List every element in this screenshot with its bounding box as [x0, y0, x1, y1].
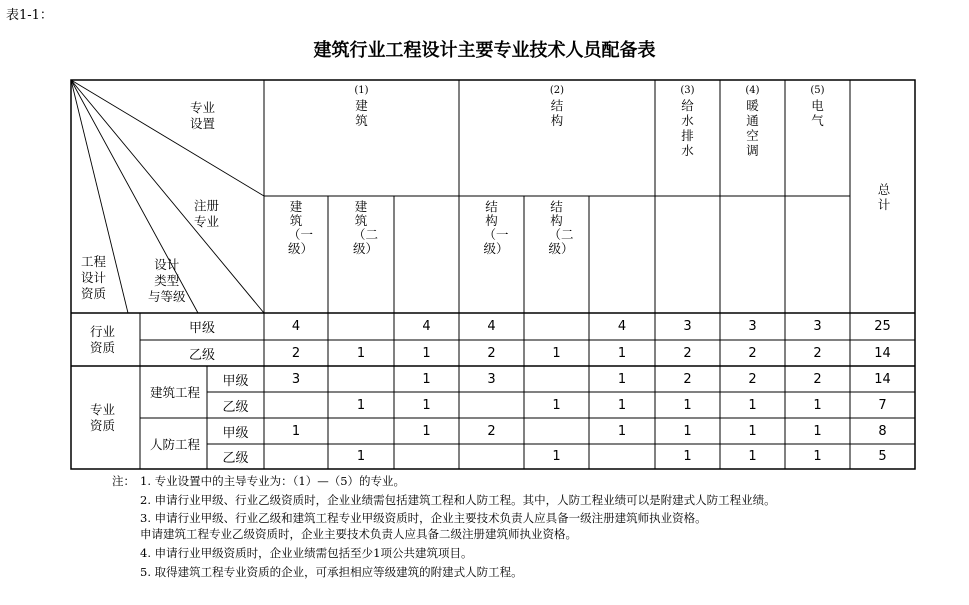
data-cell: 4: [487, 319, 496, 334]
data-cell: 1: [748, 397, 757, 413]
diag-design-type-label: 设计 类型 与等级: [148, 257, 186, 304]
building-engineering-label: 建筑工程: [150, 385, 201, 400]
notes-heading: 注：: [112, 474, 135, 488]
note-line: 5. 取得建筑工程专业资质的企业，可承担相应等级建筑的附建式人防工程。: [140, 565, 523, 579]
diag-registration-label: 注册 专业: [194, 198, 220, 229]
specialty-qualification-label: 专业 资质: [90, 402, 116, 433]
group-number: (1): [354, 85, 369, 96]
data-cell: [524, 418, 589, 444]
data-cell: 1: [552, 449, 561, 464]
data-cell: 2: [683, 345, 692, 361]
data-cell: 1: [813, 423, 822, 439]
data-cell: 1: [356, 449, 366, 464]
grade-yi-label: 乙级: [188, 347, 215, 363]
group-number: (2): [549, 85, 565, 96]
data-cell: [264, 392, 328, 418]
data-cell: 2: [683, 371, 692, 387]
grade-yi-label: 乙级: [222, 399, 249, 415]
group-name: 结构: [550, 98, 564, 128]
data-cell: 1: [552, 397, 561, 413]
data-cell: 1: [683, 423, 692, 439]
data-cell: 1: [422, 397, 431, 413]
total-cell: 7: [878, 397, 887, 413]
table-number: 表1-1：: [6, 8, 53, 23]
data-cell: 4: [291, 319, 301, 334]
data-cell: [328, 418, 394, 444]
note-line: 2. 申请行业甲级、行业乙级资质时，企业业绩需包括建筑工程和人防工程。其中，人防工程业绩可以是附建式人防工程业绩。: [140, 493, 776, 507]
total-cell: 14: [874, 371, 891, 387]
total-header: 总计: [877, 182, 891, 212]
sub-column-header: 建筑（一级）: [288, 199, 314, 256]
group-number: (5): [810, 85, 825, 96]
group-number: (4): [745, 85, 760, 96]
group-name: 暖通空调: [746, 98, 759, 158]
data-cell: 1: [356, 397, 366, 413]
sub-column-header: 结构（一级）: [483, 199, 509, 256]
data-cell: 4: [422, 319, 431, 334]
data-cell: 1: [356, 345, 366, 361]
data-cell: 1: [813, 449, 822, 464]
note-line: 申请建筑工程专业乙级资质时，企业主要技术负责人应具备二级注册建筑师执业资格。: [140, 527, 577, 541]
data-cell: 1: [617, 397, 627, 413]
data-cell: [394, 444, 459, 469]
group-name: 建筑: [355, 98, 368, 128]
diag-specialty-label: 专业 设置: [190, 100, 216, 131]
data-cell: 1: [422, 345, 431, 361]
data-cell: 2: [291, 345, 301, 361]
table-title: 建筑行业工程设计主要专业技术人员配备表: [313, 40, 656, 61]
data-cell: 4: [617, 319, 627, 334]
data-cell: 2: [487, 345, 496, 361]
data-cell: [328, 313, 394, 340]
data-cell: 1: [617, 423, 627, 439]
data-cell: 2: [748, 371, 757, 387]
sub-column-header: 结构（二级）: [548, 199, 574, 256]
data-cell: 1: [617, 371, 627, 387]
data-cell: [524, 366, 589, 392]
note-line: 1. 专业设置中的主导专业为：（1）—（5）的专业。: [140, 474, 406, 488]
grade-jia-label: 甲级: [222, 373, 249, 389]
data-cell: 3: [813, 319, 822, 334]
data-cell: 2: [487, 423, 496, 439]
notes-section: [112, 472, 776, 582]
data-cell: 1: [422, 371, 431, 387]
total-cell: 8: [878, 423, 887, 439]
data-cell: 3: [487, 371, 496, 387]
total-cell: 5: [878, 449, 887, 464]
data-cell: 2: [813, 345, 822, 361]
data-cell: 1: [683, 397, 692, 413]
data-cell: 3: [748, 319, 757, 334]
data-cell: [524, 313, 589, 340]
group-number: (3): [680, 85, 695, 96]
data-cell: 1: [552, 345, 561, 361]
data-cell: 1: [422, 423, 431, 439]
data-cell: [459, 444, 524, 469]
industry-qualification-label: 行业 资质: [90, 324, 116, 355]
grade-jia-label: 甲级: [188, 321, 215, 336]
grade-yi-label: 乙级: [222, 451, 249, 466]
group-name: 电气: [811, 98, 824, 128]
data-cell: 1: [291, 423, 301, 439]
total-cell: 25: [874, 319, 891, 334]
data-cell: [589, 444, 655, 469]
data-cell: [328, 366, 394, 392]
civil-defense-label: 人防工程: [150, 437, 201, 452]
data-cell: 3: [683, 319, 692, 334]
data-cell: 1: [748, 423, 757, 439]
total-cell: 14: [874, 345, 891, 361]
note-line: 3. 申请行业甲级、行业乙级和建筑工程专业甲级资质时，企业主要技术负责人应具备一级注册建筑师执业资格。: [140, 511, 707, 525]
diag-qualification-label: 工程 设计 资质: [81, 254, 107, 301]
sub-column-header: 建筑（二级）: [353, 199, 379, 256]
data-cell: 2: [748, 345, 757, 361]
data-cell: [459, 392, 524, 418]
group-name: 给水排水: [681, 98, 694, 158]
data-cell: 1: [617, 345, 627, 361]
data-cell: 3: [291, 371, 301, 387]
data-cell: 2: [813, 371, 822, 387]
grade-jia-label: 甲级: [222, 425, 249, 441]
note-line: 4. 申请行业甲级资质时，企业业绩需包括至少1项公共建筑项目。: [140, 546, 473, 560]
data-cell: 1: [683, 449, 692, 464]
data-cell: 1: [748, 449, 757, 464]
data-cell: [264, 444, 328, 469]
data-cell: 1: [813, 397, 822, 413]
